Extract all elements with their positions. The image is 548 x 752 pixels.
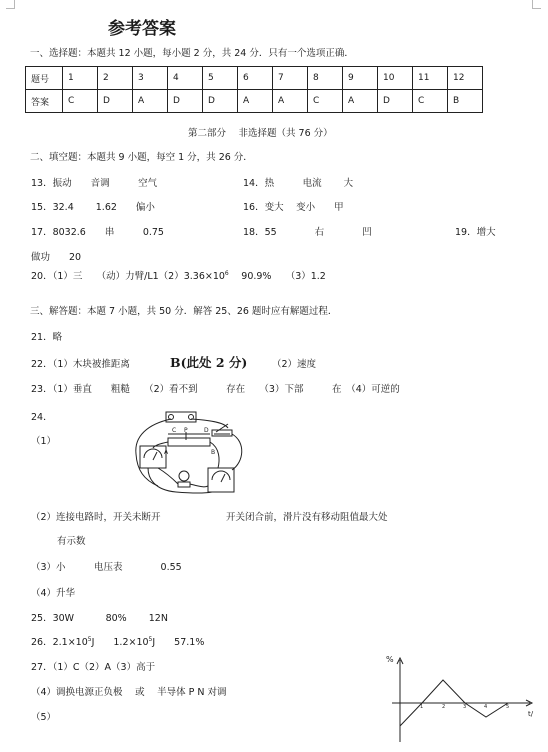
answer-22-part1: 22．（1）木块被推距离 <box>31 359 130 370</box>
answer-13: 13．振动 音调 空气 <box>31 178 158 189</box>
answer-20-prefix: 20．（1）三 （动）力臂/L1（2）3.36×10 <box>31 271 225 282</box>
answer-22-note: B(此处 2 分) <box>170 355 248 370</box>
answer-25: 25．30W 80% 12N <box>31 613 168 624</box>
answer-24: 24． <box>31 412 53 423</box>
corner-mark-top-left <box>6 0 15 9</box>
battery-box <box>166 412 196 422</box>
section2-header: 二、填空题：本题共 9 小题，每空 1 分，共 26 分． <box>30 152 253 163</box>
answer-16: 16．变大 变小 甲 <box>243 202 344 213</box>
answer-26-exponent-2: 5 <box>148 635 153 643</box>
answer-20 <box>31 268 326 282</box>
table-cell: A <box>273 90 308 113</box>
table-cell: 2 <box>98 67 133 90</box>
answer-24-1: （1） <box>31 436 57 447</box>
table-cell: 9 <box>343 67 378 90</box>
answer-27-1: 27．（1）C（2）A（3）高于 <box>31 662 156 673</box>
table-cell: A <box>238 90 273 113</box>
table-cell: 8 <box>308 67 343 90</box>
table-cell: 10 <box>378 67 413 90</box>
answer-26-b: J 1.2×10 <box>91 637 149 648</box>
table-row-label: 题号 <box>26 67 63 90</box>
answer-19-a: 19．增大 <box>455 227 496 238</box>
label-b: B <box>211 449 216 456</box>
answer-23: 23．（1）垂直 粗糙 （2）看不到 存在 （3）下部 在 （4）可逆的 <box>31 384 400 395</box>
answer-27-4: （4）调换电源正负极 或 半导体 P N 对调 <box>31 687 227 698</box>
table-cell: D <box>168 90 203 113</box>
answer-20-suffix: 90.9% （3）1.2 <box>228 271 326 282</box>
wire <box>232 434 242 470</box>
switch <box>214 424 230 434</box>
table-cell: B <box>448 90 483 113</box>
label-a: A <box>164 449 169 456</box>
answer-24-2a: （2）连接电路时，开关未断开 <box>31 512 161 523</box>
wire <box>158 468 178 484</box>
bulb <box>179 471 189 481</box>
wire <box>190 484 208 487</box>
table-cell: C <box>63 90 98 113</box>
answer-26-c: J 57.1% <box>152 637 205 648</box>
table-cell: 4 <box>168 67 203 90</box>
table-cell: D <box>378 90 413 113</box>
answer-21: 21．略 <box>31 332 63 343</box>
graph-y-label: % <box>386 655 394 664</box>
label-p: P <box>184 427 188 434</box>
table-cell: A <box>133 90 168 113</box>
graph-tick-label: 5 <box>506 704 510 710</box>
answer-26-a: 26．2.1×10 <box>31 637 88 648</box>
table-cell: 1 <box>63 67 98 90</box>
table-cell: D <box>203 90 238 113</box>
table-row-answers <box>26 90 483 113</box>
section1-header: 一、选择题：本题共 12 小题，每小题 2 分，共 24 分．只有一个选项正确． <box>30 48 354 59</box>
circuit-diagram <box>128 410 250 498</box>
answer-27-graph <box>380 650 540 746</box>
table-cell: 11 <box>413 67 448 90</box>
section3-header: 三、解答题：本题 7 小题，共 50 分．解答 25、26 题时应有解题过程． <box>30 306 338 317</box>
bulb-base <box>178 482 190 487</box>
graph-tick-label: 3 <box>463 704 467 710</box>
table-cell: 5 <box>203 67 238 90</box>
label-c: C <box>172 427 177 434</box>
answer-15: 15．32.4 1.62 偏小 <box>31 202 155 213</box>
answer-24-2c: 有示数 <box>57 536 86 547</box>
answer-table <box>25 66 483 113</box>
table-cell: A <box>343 90 378 113</box>
rheostat <box>168 438 210 446</box>
answer-19-b: 做功 20 <box>31 252 82 263</box>
label-d: D <box>204 427 209 434</box>
switch-base <box>212 430 232 436</box>
graph-tick-label: 4 <box>484 704 488 710</box>
table-row-label: 答案 <box>26 90 63 113</box>
answer-24-4: （4）升华 <box>31 588 76 599</box>
answer-26-exponent-1: 5 <box>87 635 92 643</box>
graph-tick-label: 1 <box>420 704 424 710</box>
part2-title: 第二部分 非选择题（共 76 分） <box>188 128 333 139</box>
graph-tick-label: 2 <box>442 704 446 710</box>
table-cell: 6 <box>238 67 273 90</box>
wire <box>191 419 228 428</box>
answer-24-2b: 开关闭合前，滑片没有移动阻值最大处 <box>226 512 388 523</box>
wire <box>148 468 212 493</box>
answer-22-part2: （2）速度 <box>272 359 317 370</box>
table-cell: C <box>413 90 448 113</box>
table-cell: C <box>308 90 343 113</box>
answer-26 <box>31 634 204 648</box>
answer-20-exponent: 6 <box>224 269 229 277</box>
answer-17: 17．8032.6 串 0.75 <box>31 227 164 238</box>
answer-27-5: （5） <box>31 712 57 723</box>
table-row-numbers <box>26 67 483 90</box>
table-cell: D <box>98 90 133 113</box>
answer-24-3: （3）小 电压表 0.55 <box>31 562 182 573</box>
corner-mark-top-right <box>532 0 541 9</box>
table-cell: 12 <box>448 67 483 90</box>
page-title: 参考答案 <box>108 19 176 39</box>
answer-18: 18．55 右 凹 <box>243 227 372 238</box>
graph-x-label: t/ <box>528 710 534 718</box>
table-cell: 7 <box>273 67 308 90</box>
answer-14: 14．热 电流 大 <box>243 178 354 189</box>
table-cell: 3 <box>133 67 168 90</box>
